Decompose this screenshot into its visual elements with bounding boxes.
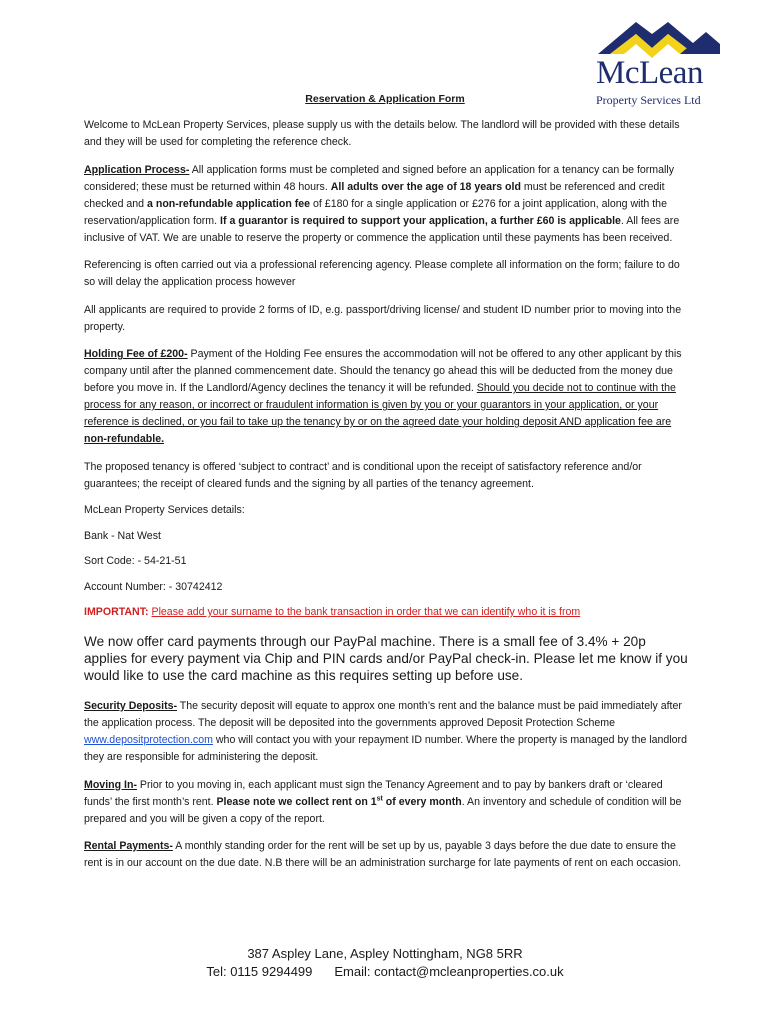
security-heading: Security Deposits-	[84, 700, 178, 712]
company-logo	[588, 14, 728, 107]
application-text: of £180 for a single application or £276 for a joint application, along with the reservation/application form.	[84, 197, 667, 227]
application-heading: Application Process-	[84, 163, 190, 176]
sort-code: Sort Code: - 54-21-51	[84, 555, 187, 567]
important-text: Please add your surname to the bank transaction in order that we can identify who it is from	[151, 606, 581, 618]
logo-brand-name: McLean	[596, 55, 703, 91]
application-text: All application forms must be completed and signed before an application for a tenancy can be formally considered; these must be returned within 48 hours.	[84, 163, 675, 193]
page-title: Reservation & Application Form	[305, 93, 465, 105]
bank-heading: McLean Property Services details:	[84, 504, 245, 516]
footer-tel: Tel: 0115 9294499	[206, 964, 313, 979]
holding-fee-paragraph	[84, 346, 688, 448]
application-process-paragraph	[84, 162, 688, 247]
holding-warning-bold: non-refundable.	[84, 433, 165, 445]
page-footer	[0, 945, 770, 981]
security-deposits-paragraph	[84, 698, 688, 766]
bank-name: Bank - Nat West	[84, 529, 161, 542]
application-bold: a non-refundable application fee	[147, 197, 311, 210]
footer-email: Email: contact@mcleanproperties.co.uk	[334, 964, 564, 979]
id-paragraph: All applicants are required to provide 2 forms of ID, e.g. passport/driving license/ and student ID number prior to moving into the property.	[84, 303, 682, 333]
holding-text: Payment of the Holding Fee ensures the accommodation will not be offered to any other applicant by this company until after the planned commencement date. Should the tenancy go ahead this will be deducted from the money due before you move in. If the Landlord/Agency declines the tenancy it will be refunded.	[84, 348, 682, 394]
holding-heading: Holding Fee of £200-	[84, 348, 188, 360]
moving-text: . An inventory and schedule of condition will be prepared and you will be given a copy of the report.	[84, 795, 682, 825]
security-text: who will contact you with your repayment ID number. Where the property is managed by the landlord they are responsible for administering the deposit.	[84, 734, 687, 763]
rental-text: A monthly standing order for the rent will be set up by us, payable 3 days before the due date to ensure the rent is in our account on the due date. N.B there will be an administration surcharge for late payments of rent on each occasion.	[84, 840, 682, 869]
welcome-paragraph: Welcome to McLean Property Services, please supply us with the details below. The landlord will be provided with these details and they will be used for completing the reference check.	[84, 119, 680, 148]
moving-bold: of every month	[382, 795, 462, 808]
application-bold: If a guarantor is required to support your application, a further £60 is applicable	[220, 214, 621, 227]
moving-sup: st	[376, 794, 383, 802]
moving-text: Prior to you moving in, each applicant must sign the Tenancy Agreement and to pay by bankers draft or ‘cleared funds’ the first month’s rent.	[84, 778, 663, 808]
application-text: . All fees are inclusive of VAT. We are unable to reserve the property or commence the application until these payments has been received.	[84, 214, 680, 244]
holding-warning: Should you decide not to continue with the process for any reason, or incorrect or fraudulent information is given by you or your guarantors in your application, or your reference is declined, or you fail to take up the tenancy by or on the agreed date your holding deposit AND application fee are	[84, 382, 676, 428]
application-text: must be referenced and credit checked and	[84, 180, 665, 210]
referencing-paragraph: Referencing is often carried out via a professional referencing agency. Please complete all information on the form; failure to do so will delay the application process however	[84, 259, 680, 288]
security-text: The security deposit will equate to approx one month’s rent and the balance must be paid immediately after the application process. The deposit will be deposited into the governments approved Deposit Protection Scheme	[84, 700, 682, 729]
rental-payments-paragraph	[84, 838, 688, 872]
footer-address: 387 Aspley Lane, Aspley Nottingham, NG8 5RR	[247, 946, 523, 961]
form-body	[84, 117, 688, 883]
moving-bold: Please note we collect rent on 1	[216, 795, 377, 808]
roof-logo-icon	[596, 14, 720, 58]
contract-paragraph: The proposed tenancy is offered ‘subject to contract’ and is conditional upon the receipt of satisfactory reference and/or guarantees; the receipt of cleared funds and the signing by all parties of the tenancy agreement.	[84, 460, 642, 490]
moving-in-paragraph	[84, 777, 688, 828]
bank-details	[84, 503, 688, 620]
footer-contact	[0, 963, 770, 981]
important-note	[84, 605, 688, 620]
application-bold: All adults over the age of 18 years old	[330, 180, 521, 193]
moving-heading: Moving In-	[84, 778, 137, 791]
rental-heading: Rental Payments-	[84, 840, 173, 852]
deposit-protection-link[interactable]: www.depositprotection.com	[84, 734, 213, 746]
important-label: IMPORTANT:	[84, 606, 149, 618]
logo-subtitle: Property Services Ltd	[596, 93, 701, 107]
paypal-paragraph: We now offer card payments through our PayPal machine. There is a small fee of 3.4% + 20p applies for every payment via Chip and PIN cards and/or PayPal check-in. Please let me know if you would like to use the card machine as this requires setting up before use.	[84, 634, 688, 683]
account-number: Account Number: - 30742412	[84, 580, 223, 593]
